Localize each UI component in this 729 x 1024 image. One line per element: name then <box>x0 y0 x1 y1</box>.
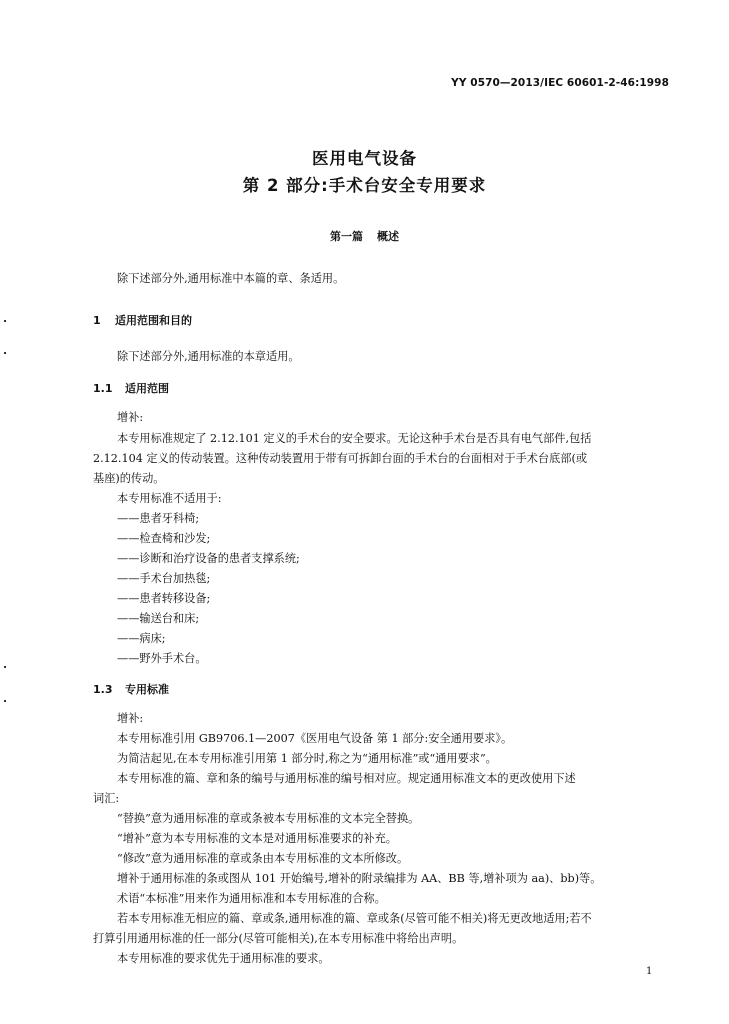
section-1-text: 除下述部分外,通用标准的本章适用。 <box>117 350 300 363</box>
extra-numbering-line: 增补于通用标准的条或图从 101 开始编号,增补的附录编排为 AA、BB 等,增补项为 aa)、bb)等。 <box>117 872 602 885</box>
numbering-line-1: 本专用标准的篇、章和条的编号与通用标准的编号相对应。规定通用标准文本的更改使用下述 <box>117 772 576 785</box>
section-1-1-heading <box>93 380 169 396</box>
addition-definition: “增补”意为本专用标准的文本是对通用标准要求的补充。 <box>117 832 397 845</box>
standard-number-header: YY 0570—2013/IEC 60601-2-46:1998 <box>451 77 669 89</box>
intro-paragraph: 除下述部分外,通用标准中本篇的章、条适用。 <box>117 272 345 285</box>
numbering-line-2: 词汇: <box>93 792 120 805</box>
part-label: 第一篇 <box>330 230 363 243</box>
exclusion-item: ——病床; <box>117 632 166 645</box>
page-number: 1 <box>646 966 653 977</box>
exclusion-item: ——患者牙科椅; <box>117 512 200 525</box>
not-apply-line: 本专用标准不适用于: <box>117 492 222 505</box>
scan-mark <box>4 700 6 702</box>
exclusion-item: ——检查椅和沙发; <box>117 532 211 545</box>
scope-line-2: 2.12.104 定义的传动装置。这种传动装置用于带有可拆卸台面的手术台的台面相对于手术台底部(或 <box>93 452 588 465</box>
document-title-line2: 第 2 部分:手术台安全专用要求 <box>242 176 487 195</box>
document-title-line1: 医用电气设备 <box>312 149 417 168</box>
reference-line: 本专用标准引用 GB9706.1—2007《医用电气设备 第 1 部分:安全通用要求》。 <box>117 732 513 745</box>
replace-definition: “替换”意为通用标准的章或条被本专用标准的文本完全替换。 <box>117 812 420 825</box>
brevity-line: 为简洁起见,在本专用标准引用第 1 部分时,称之为“通用标准”或“通用要求”。 <box>117 752 497 765</box>
no-part-line-2: 打算引用通用标准的任一部分(尽管可能相关),在本专用标准中将给出声明。 <box>93 932 464 945</box>
modify-definition: “修改”意为通用标准的章或条由本专用标准的文本所修改。 <box>117 852 409 865</box>
scope-line-1: 本专用标准规定了 2.12.101 定义的手术台的安全要求。无论这种手术台是否具有电气部件,包括 <box>117 432 592 445</box>
scan-mark <box>4 352 6 354</box>
section-1-1-number: 1.1 <box>93 382 113 395</box>
scope-line-3: 基座)的传动。 <box>93 472 165 485</box>
section-1-heading <box>93 312 192 328</box>
supplement-label: 增补: <box>117 411 144 424</box>
scan-mark <box>4 320 6 322</box>
section-1-number: 1 <box>93 314 101 327</box>
section-1-3-number: 1.3 <box>93 683 113 696</box>
section-1-3-title: 专用标准 <box>125 683 169 696</box>
exclusion-item: ——患者转移设备; <box>117 592 211 605</box>
scan-mark <box>4 666 6 668</box>
supplement-label: 增补: <box>117 712 144 725</box>
exclusion-item: ——手术台加热毯; <box>117 572 211 585</box>
section-1-1-title: 适用范围 <box>125 382 169 395</box>
section-1-title: 适用范围和目的 <box>115 314 192 327</box>
no-part-line-1: 若本专用标准无相应的篇、章或条,通用标准的篇、章或条(尽管可能不相关)将无更改地适用;若不 <box>117 912 592 925</box>
term-line: 术语“本标准”用来作为通用标准和本专用标准的合称。 <box>117 892 386 905</box>
part-name: 概述 <box>377 230 399 243</box>
section-1-3-heading <box>93 681 169 697</box>
exclusion-item: ——输送台和床; <box>117 612 200 625</box>
priority-line: 本专用标准的要求优先于通用标准的要求。 <box>117 952 330 965</box>
exclusion-item: ——野外手术台。 <box>117 652 207 665</box>
exclusion-item: ——诊断和治疗设备的患者支撑系统; <box>117 552 300 565</box>
part-heading <box>0 228 729 244</box>
